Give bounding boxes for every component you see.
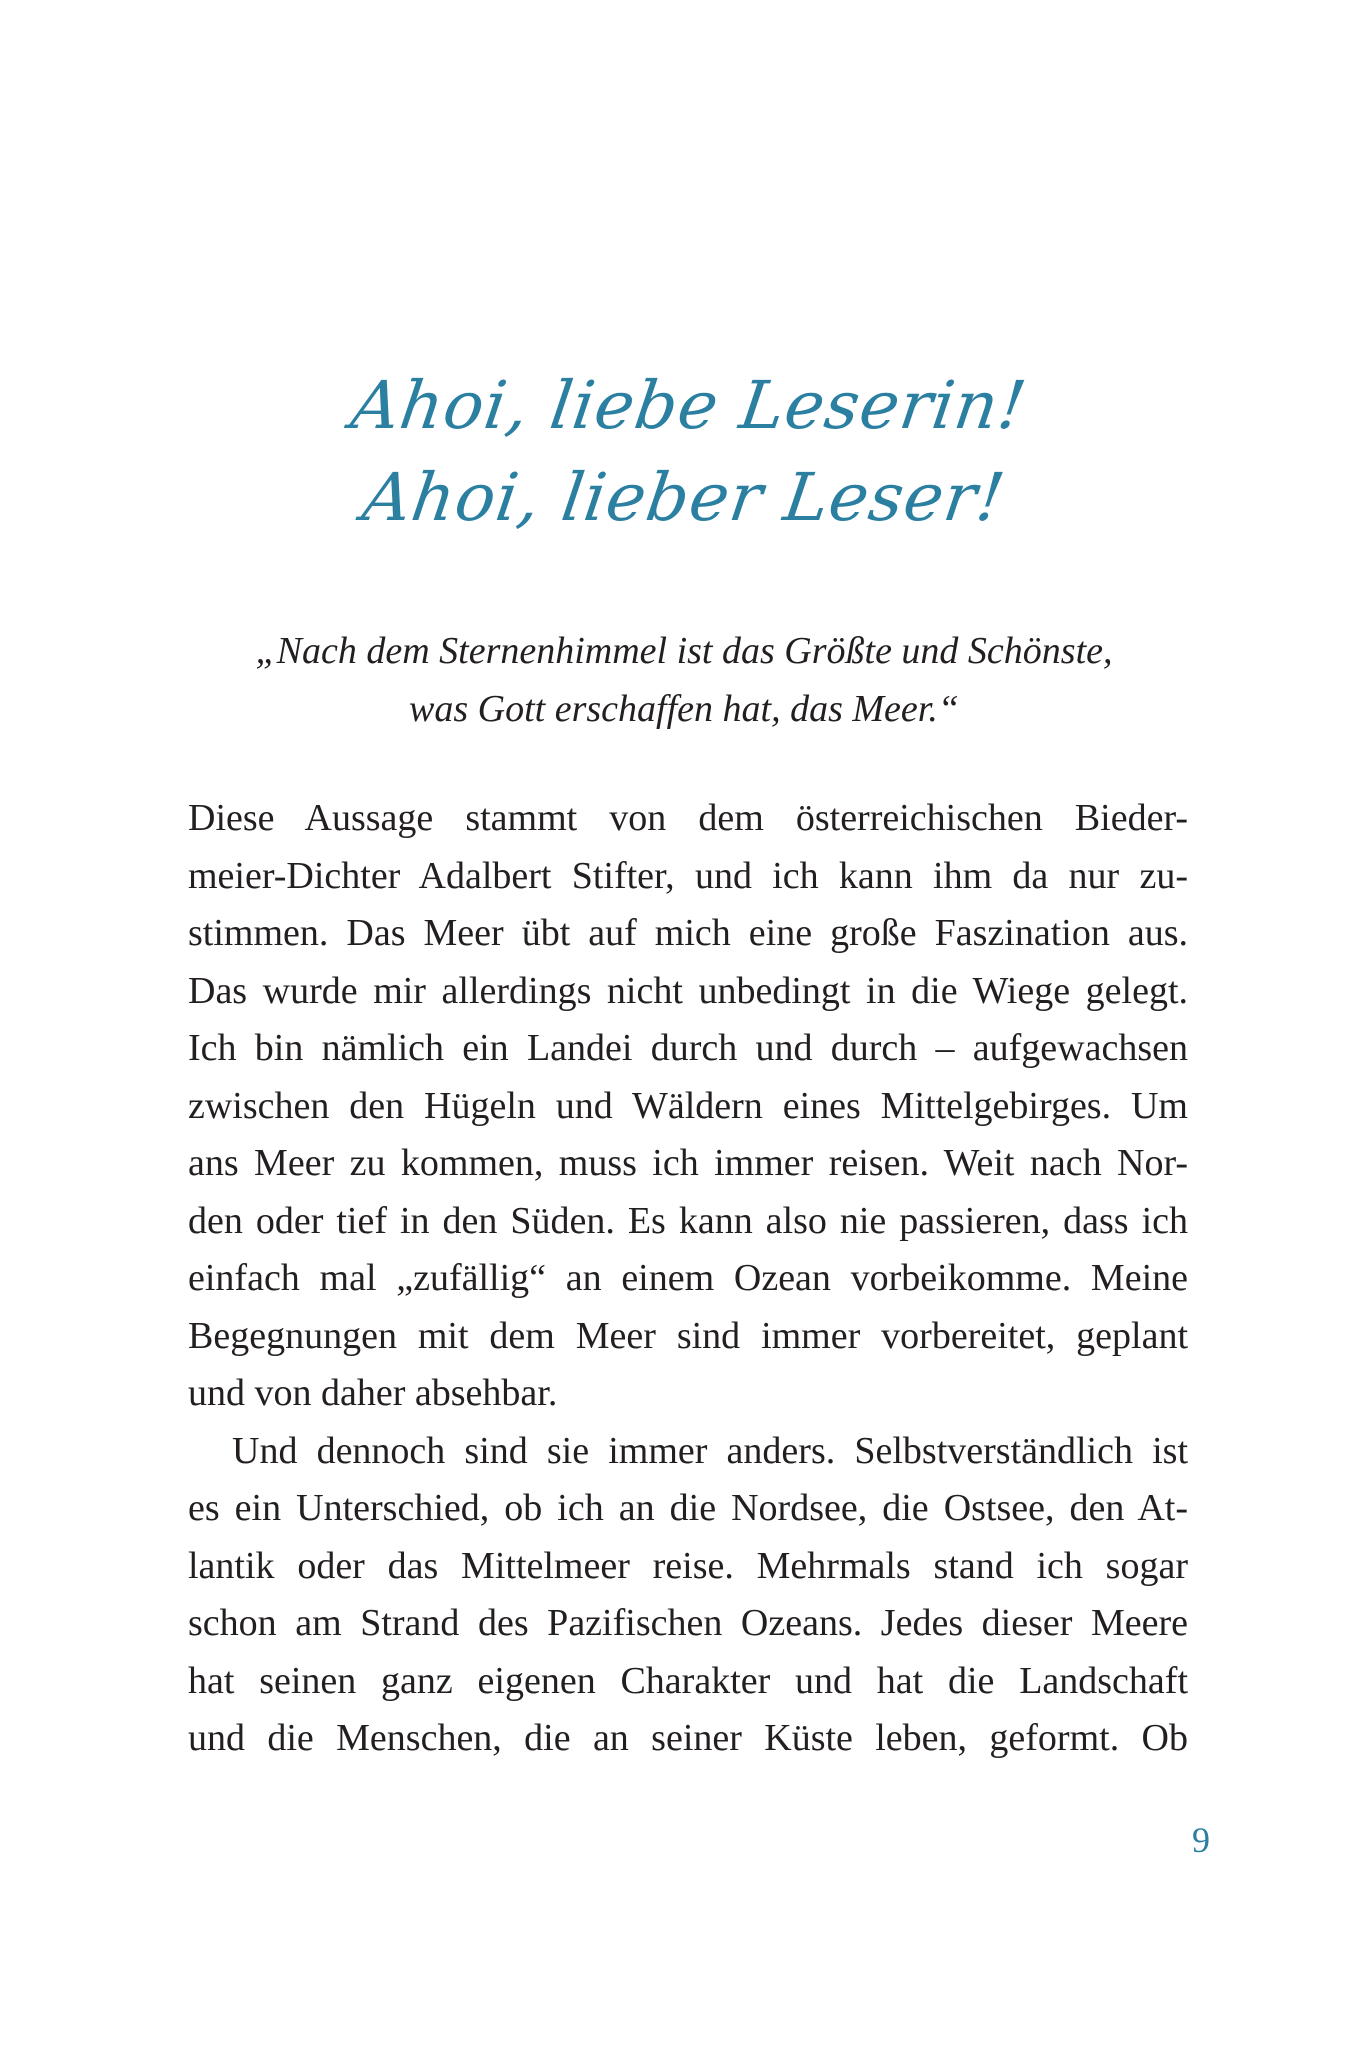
body-line: ans Meer zu kommen, muss ich immer reisen. Weit nach Nor- — [188, 1142, 1188, 1184]
body-line: Ich bin nämlich ein Landei durch und durch – aufgewachsen — [188, 1027, 1188, 1069]
body-text — [188, 790, 1188, 1768]
body-line: Und dennoch sind sie immer anders. Selbstverständlich ist — [232, 1429, 1188, 1472]
page-number: 9 — [1192, 1820, 1210, 1860]
body-line: den oder tief in den Süden. Es kann also nie passieren, dass ich — [188, 1199, 1188, 1242]
epigraph-quote — [0, 622, 1368, 738]
body-line: hat seinen ganz eigenen Charakter und hat die Landschaft — [188, 1659, 1188, 1702]
heading-line-1: Ahoi, liebe Leserin! — [346, 367, 1032, 444]
body-line: stimmen. Das Meer übt auf mich eine große Faszination aus. — [188, 912, 1188, 954]
body-line: meier-Dichter Adalbert Stifter, und ich kann ihm da nur zu- — [188, 854, 1188, 897]
body-line: lantik oder das Mittelmeer reise. Mehrmals stand ich sogar — [188, 1544, 1188, 1587]
body-line: Diese Aussage stammt von dem österreichischen Bieder- — [188, 797, 1188, 839]
body-line: schon am Strand des Pazifischen Ozeans. Jedes dieser Meere — [188, 1602, 1188, 1644]
quote-line-1: „Nach dem Sternenhimmel ist das Größte und Schönste, — [255, 630, 1113, 672]
chapter-heading — [0, 360, 1368, 544]
body-line: zwischen den Hügeln und Wäldern eines Mittelgebirges. Um — [188, 1084, 1188, 1127]
body-line: und von daher absehbar. — [188, 1372, 558, 1414]
body-line: Begegnungen mit dem Meer sind immer vorbereitet, geplant — [188, 1314, 1188, 1357]
body-line: einfach mal „zufällig“ an einem Ozean vorbeikomme. Meine — [188, 1257, 1188, 1299]
heading-line-2: Ahoi, lieber Leser! — [358, 459, 1010, 536]
body-line: es ein Unterschied, ob ich an die Nordsee, die Ostsee, den At- — [188, 1487, 1188, 1529]
body-line: Das wurde mir allerdings nicht unbedingt in die Wiege gelegt. — [188, 969, 1188, 1012]
quote-line-2: was Gott erschaffen hat, das Meer.“ — [409, 688, 959, 730]
body-line: und die Menschen, die an seiner Küste leben, geformt. Ob — [188, 1717, 1188, 1759]
